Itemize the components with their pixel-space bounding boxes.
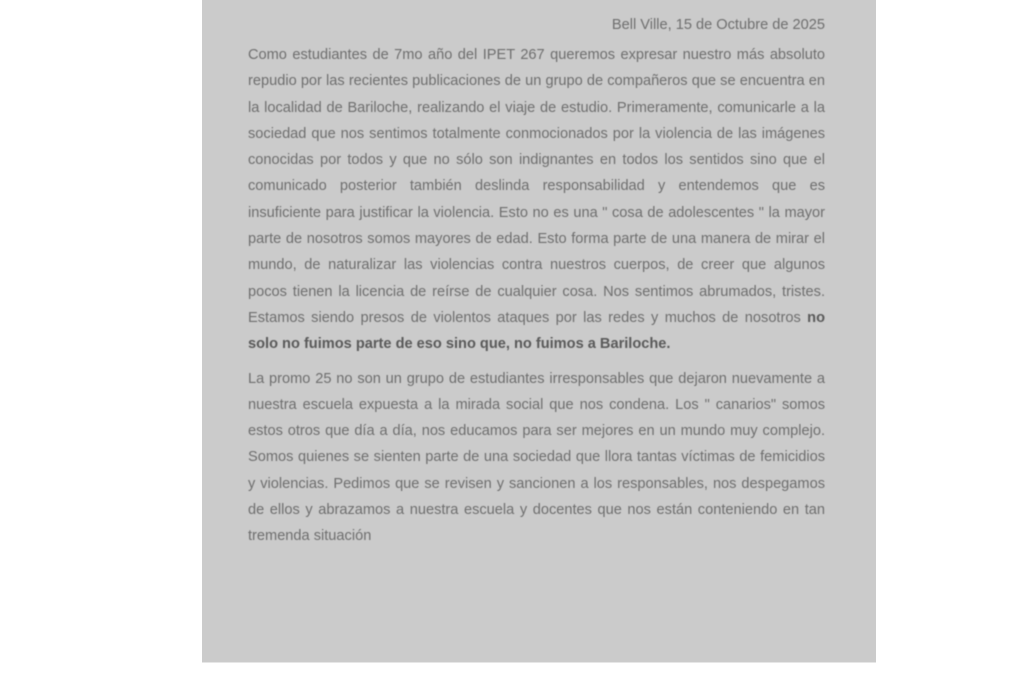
paragraph-1-text: Como estudiantes de 7mo año del IPET 267 queremos expresar nuestro más absoluto repudio por las recientes publicaciones de un grupo de compañeros que se encuentra en la localidad de Bariloche, realizando el viaje de estudio. Primeramente, comunicarle a la sociedad que nos sentimos totalmente conmocionados por la violencia de las imágenes conocidas por todos y que no sólo son indignantes en todos los sentidos sino que el comunicado posterior también deslinda responsabilidad y entendemos que es insuficiente para justificar la violencia. Esto no es una " cosa de adolescentes " la mayor parte de nosotros somos mayores de edad. Esto forma parte de una manera de mirar el mundo, de naturalizar las violencias contra nuestros cuerpos, de creer que algunos pocos tienen la licencia de reírse de cualquier cosa. Nos sentimos abrumados, tristes. Estamos siendo presos de violentos ataques por las redes y muchos de nosotros [248,47,825,326]
paragraph-2: La promo 25 no son un grupo de estudiantes irresponsables que dejaron nuevamente a nuestra escuela expuesta a la mirada social que nos condena. Los " canarios" somos estos otros que día a día, nos educamos para ser mejores en un mundo muy complejo. Somos quienes se sienten parte de una sociedad que llora tantas víctimas de femicidios y violencias. Pedimos que se revisen y sancionen a los responsables, nos despegamos de ellos y abrazamos a nuestra escuela y docentes que nos están conteniendo en tan tremenda situación [248,370,825,545]
paragraph-1-bold-text: no solo no fuimos parte de eso sino que, no fuimos a Bariloche. [248,309,825,353]
paragraph-1 [248,42,825,358]
date-line: Bell Ville, 15 de Octubre de 2025 [611,17,825,33]
letter-page [202,0,876,662]
letter-body [248,12,825,558]
